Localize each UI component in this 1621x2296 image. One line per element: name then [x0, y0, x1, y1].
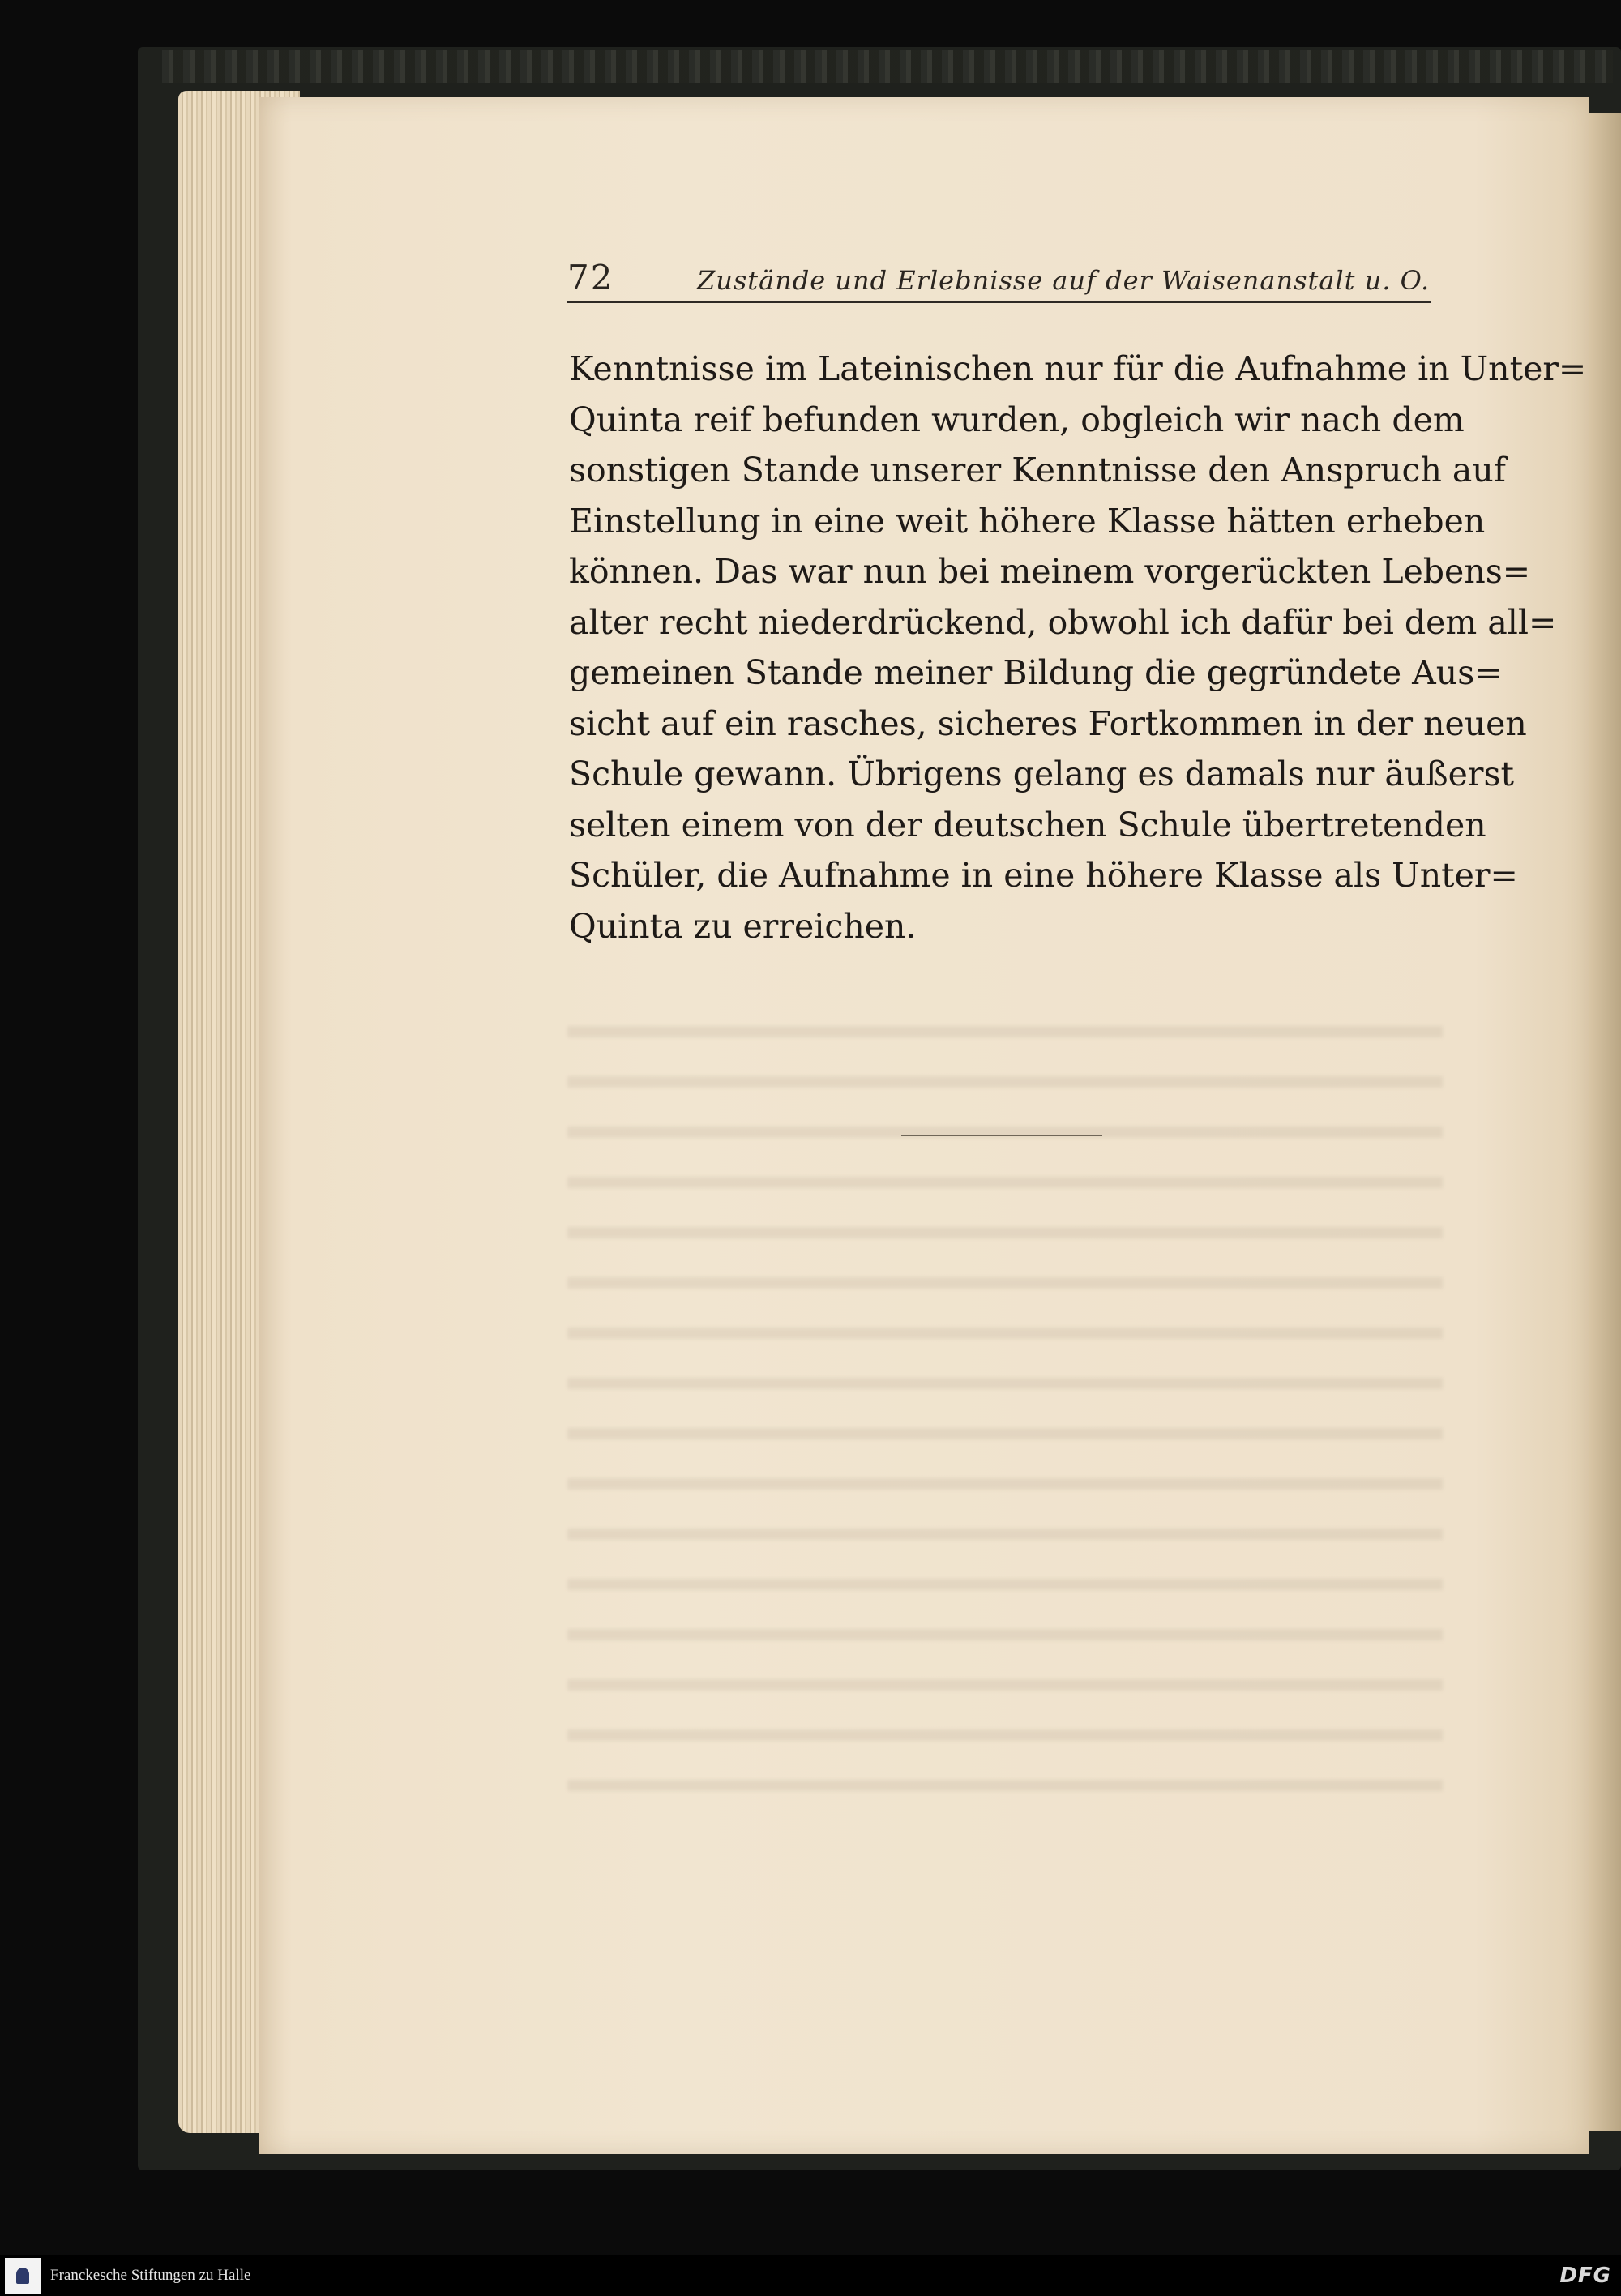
book-cover-edge	[162, 50, 1613, 83]
institution-logo-icon[interactable]	[5, 2258, 41, 2294]
show-through-rule	[901, 1135, 1102, 1136]
text-line: Quinta zu erreichen.	[569, 906, 917, 946]
text-line: Schüler, die Aufnahme in eine höhere Klasse als Unter=	[569, 856, 1518, 895]
text-line: sonstigen Stande unserer Kenntnisse den Anspruch auf	[569, 451, 1506, 490]
running-head	[567, 258, 1431, 306]
text-line: können. Das war nun bei meinem vorgerückten Lebens=	[569, 552, 1531, 591]
institution-name[interactable]: Franckesche Stiftungen zu Halle	[50, 2267, 251, 2284]
text-line: selten einem von der deutschen Schule übertretenden	[569, 805, 1486, 844]
running-title: Zustände und Erlebnisse auf der Waisenanstalt u. O.	[697, 265, 1431, 296]
text-line: gemeinen Stande meiner Bildung die gegründete Aus=	[569, 653, 1503, 692]
text-line: Schule gewann. Übrigens gelang es damals nur äußerst	[569, 755, 1515, 793]
show-through-text	[567, 1005, 1443, 1799]
page-number: 72	[567, 258, 614, 297]
text-line: Kenntnisse im Lateinischen nur für die Aufnahme in Unter=	[569, 349, 1587, 388]
text-line: Quinta reif befunden wurden, obgleich wir nach dem	[569, 400, 1465, 439]
viewer-footer	[0, 2255, 1621, 2296]
dfg-badge[interactable]: DFG	[1559, 2264, 1611, 2288]
body-text	[569, 344, 1587, 951]
header-rule	[567, 301, 1431, 303]
facing-page-edge	[1589, 113, 1621, 2131]
text-line: sicht auf ein rasches, sicheres Fortkommen in der neuen	[569, 703, 1527, 743]
text-line: alter recht niederdrückend, obwohl ich dafür bei dem all=	[569, 602, 1557, 642]
text-line: Einstellung in eine weit höhere Klasse hätten erheben	[569, 501, 1486, 541]
